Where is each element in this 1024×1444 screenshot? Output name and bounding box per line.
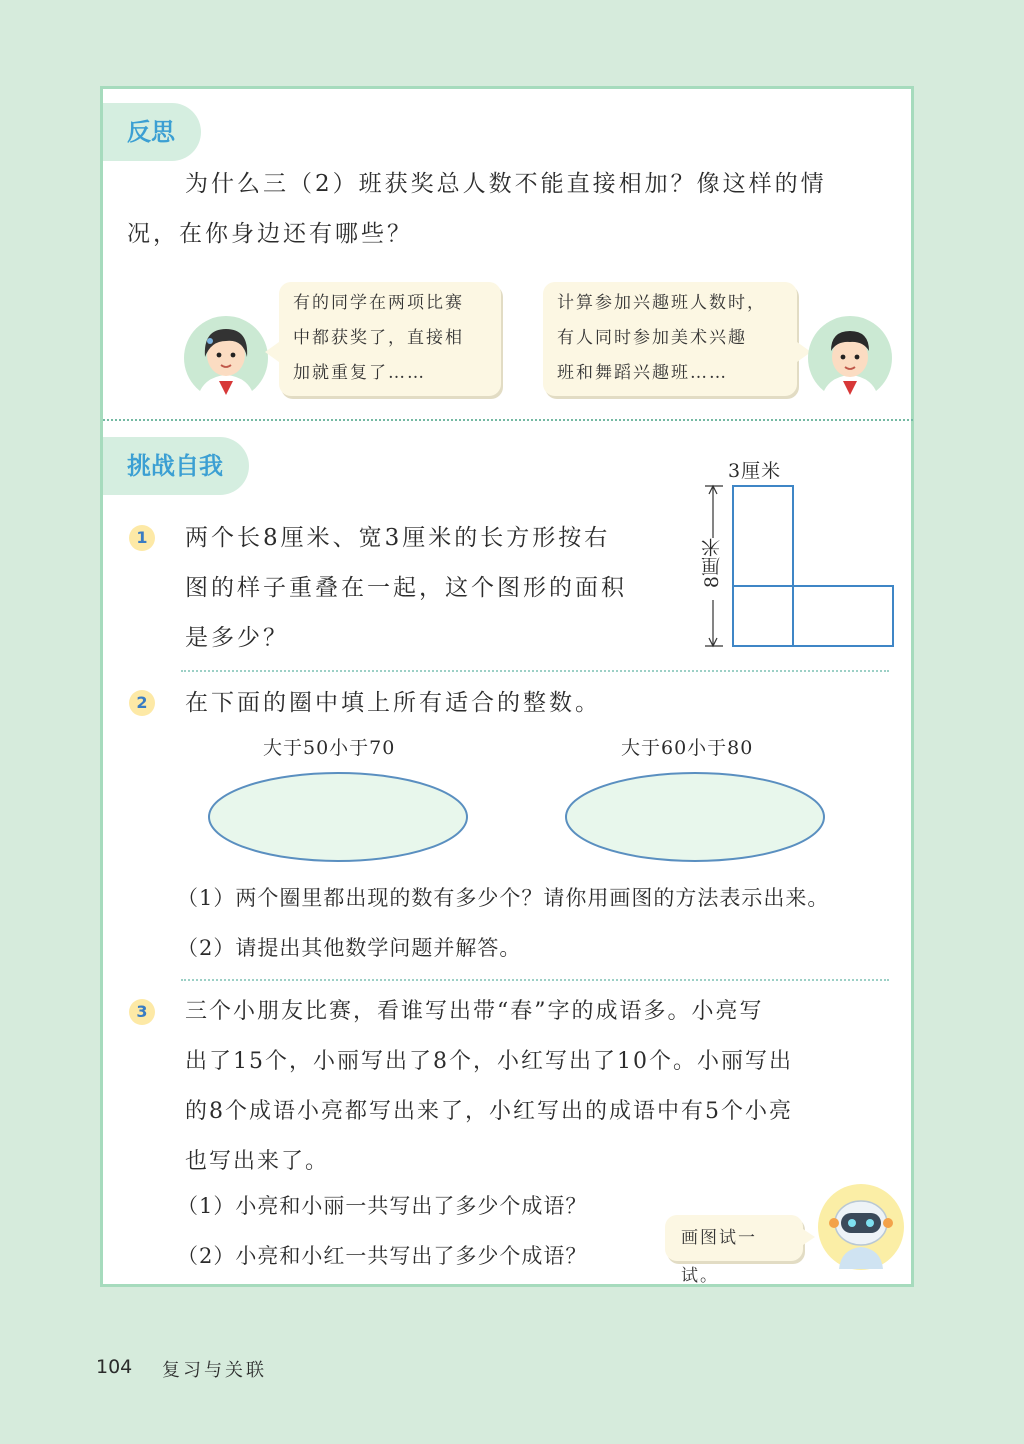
q2-line: 在下面的圈中填上所有适合的整数。 [185, 690, 601, 716]
bubble-girl-line2: 中都获奖了，直接相 [293, 328, 464, 348]
q1-line3: 是多少？ [185, 625, 289, 651]
bubble-girl-line3: 加就重复了…… [293, 363, 426, 383]
ellipse-left-label: 大于50小于70 [263, 737, 396, 759]
q3-line2: 出了15个，小丽写出了8个，小红写出了10个。小丽写出 [185, 1049, 793, 1074]
boy-avatar-icon [807, 315, 893, 401]
q2-divider [181, 979, 889, 981]
speech-bubble-boy [543, 282, 797, 396]
question-number-2: 2 [129, 690, 155, 716]
q3-sub2: （2）小亮和小红一共写出了多少个成语？ [177, 1244, 588, 1268]
q1-line2: 图的样子重叠在一起，这个图形的面积 [185, 575, 627, 601]
textbook-page [100, 86, 914, 1287]
q1-divider [181, 670, 889, 672]
ellipse-right [560, 769, 830, 869]
q1-line1: 两个长8厘米、宽3厘米的长方形按右 [185, 525, 611, 551]
q3-sub1: （1）小亮和小丽一共写出了多少个成语？ [177, 1194, 588, 1218]
bubble-boy-line1: 计算参加兴趣班人数时， [557, 293, 766, 313]
bubble-boy-line3: 班和舞蹈兴趣班…… [557, 363, 728, 383]
question-number-1: 1 [129, 525, 155, 551]
girl-avatar-icon [183, 315, 269, 401]
reflect-question-line2: 况，在你身边还有哪些？ [127, 221, 413, 247]
section-tag-reflect: 反思 [103, 103, 201, 161]
ellipse-left [203, 769, 473, 869]
page-number: 104 [96, 1356, 133, 1378]
q2-sub2: （2）请提出其他数学问题并解答。 [177, 936, 522, 960]
speech-bubble-girl [279, 282, 501, 396]
hint-bubble [665, 1215, 803, 1286]
section-divider [103, 419, 913, 421]
footer-section-title: 复习与关联 [162, 1360, 267, 1381]
q3-line3: 的8个成语小亮都写出来了，小红写出的成语中有5个小亮 [185, 1099, 793, 1124]
figure-top-label: 3厘米 [728, 460, 782, 482]
robot-avatar-icon [817, 1183, 905, 1271]
ellipse-right-label: 大于60小于80 [621, 737, 754, 759]
bubble-girl-line1: 有的同学在两项比赛 [293, 293, 464, 313]
section-tag-challenge: 挑战自我 [103, 437, 249, 495]
question-number-3: 3 [129, 999, 155, 1025]
hint-text: 画图试一试。 [681, 1228, 757, 1286]
bubble-boy-line2: 有人同时参加美术兴趣 [557, 328, 747, 348]
q3-line4: 也写出来了。 [185, 1149, 330, 1174]
reflect-question-line1: 为什么三（2）班获奖总人数不能直接相加？像这样的情 [185, 171, 827, 197]
q3-line1: 三个小朋友比赛，看谁写出带“春”字的成语多。小亮写 [185, 999, 764, 1024]
q2-sub1: （1）两个圈里都出现的数有多少个？请你用画图的方法表示出来。 [177, 886, 830, 910]
figure-side-label: 8厘米 [701, 538, 723, 589]
